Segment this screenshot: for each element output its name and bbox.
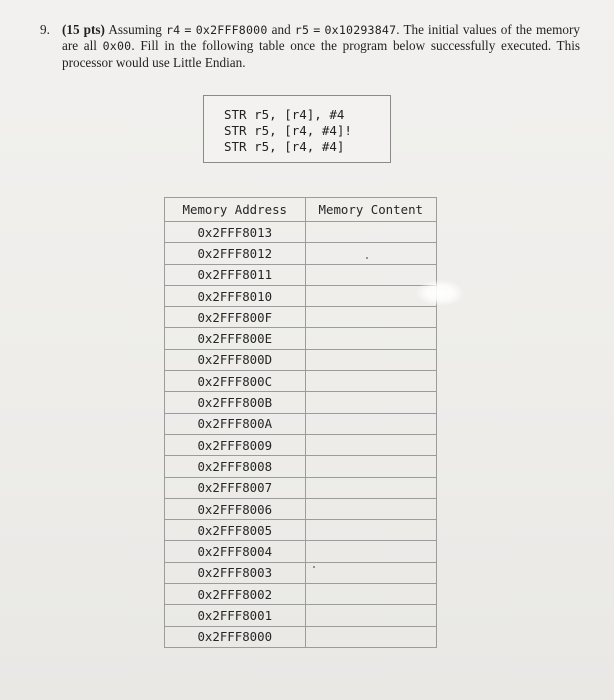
question-text-1: Assuming (108, 22, 162, 37)
memory-address-cell: 0x2FFF8010 (165, 285, 306, 306)
memory-content-cell[interactable] (305, 328, 436, 349)
equals-sign-1: = (184, 23, 192, 37)
table-row (165, 285, 437, 306)
table-row (165, 520, 437, 541)
table-row (165, 477, 437, 498)
memory-content-cell[interactable] (305, 498, 436, 519)
header-memory-content: Memory Content (305, 198, 436, 222)
memory-content-cell[interactable] (305, 626, 436, 647)
memory-content-cell[interactable] (305, 456, 436, 477)
question-text-2: . The initial values of the memory are all (62, 22, 580, 54)
memory-content-cell[interactable] (305, 605, 436, 626)
code-line-3: STR r5, [r4, #4] (224, 139, 345, 154)
memory-address-cell: 0x2FFF8011 (165, 264, 306, 285)
table-row (165, 392, 437, 413)
memory-address-cell: 0x2FFF8005 (165, 520, 306, 541)
code-line-1: STR r5, [r4], #4 (224, 107, 345, 122)
table-row (165, 626, 437, 647)
question-body (62, 22, 580, 71)
question-text-3: . Fill in the following table once the program below successfully executed. This processor would use Little Endian. (62, 38, 580, 70)
table-row (165, 456, 437, 477)
memory-content-cell[interactable] (305, 392, 436, 413)
memory-content-cell[interactable] (305, 520, 436, 541)
memory-content-cell[interactable] (305, 349, 436, 370)
table-row (165, 434, 437, 455)
table-row (165, 243, 437, 264)
memory-address-cell: 0x2FFF800C (165, 371, 306, 392)
memory-address-cell: 0x2FFF8003 (165, 562, 306, 583)
memory-content-cell[interactable] (305, 222, 436, 243)
memory-address-cell: 0x2FFF8013 (165, 222, 306, 243)
memory-address-cell: 0x2FFF8012 (165, 243, 306, 264)
table-header-row (165, 198, 437, 222)
light-glare (416, 280, 464, 306)
memory-content-cell[interactable] (305, 477, 436, 498)
dust-speck (313, 566, 315, 568)
value-r5: 0x10293847 (324, 23, 397, 37)
table-row (165, 605, 437, 626)
memory-content-cell[interactable] (305, 307, 436, 328)
memory-address-cell: 0x2FFF8000 (165, 626, 306, 647)
memory-address-cell: 0x2FFF8006 (165, 498, 306, 519)
register-r4: r4 (165, 23, 181, 37)
memory-address-cell: 0x2FFF8009 (165, 434, 306, 455)
table-row (165, 328, 437, 349)
table-row (165, 541, 437, 562)
question-number: 9. (40, 22, 50, 37)
memory-address-cell: 0x2FFF8007 (165, 477, 306, 498)
memory-content-cell[interactable] (305, 584, 436, 605)
memory-table (164, 197, 437, 648)
question-text (40, 22, 580, 71)
memory-content-cell[interactable] (305, 562, 436, 583)
memory-content-cell[interactable] (305, 434, 436, 455)
memory-address-cell: 0x2FFF8001 (165, 605, 306, 626)
memory-content-cell[interactable] (305, 264, 436, 285)
memory-address-cell: 0x2FFF800F (165, 307, 306, 328)
memory-address-cell: 0x2FFF800E (165, 328, 306, 349)
memory-address-cell: 0x2FFF8002 (165, 584, 306, 605)
table-row (165, 264, 437, 285)
question-and: and (271, 22, 291, 37)
memory-address-cell: 0x2FFF800B (165, 392, 306, 413)
table-row (165, 222, 437, 243)
memory-content-cell[interactable] (305, 243, 436, 264)
code-line-2: STR r5, [r4, #4]! (224, 123, 352, 138)
table-row (165, 498, 437, 519)
value-r4: 0x2FFF8000 (195, 23, 268, 37)
memory-content-cell[interactable] (305, 371, 436, 392)
table-row (165, 307, 437, 328)
memory-address-cell: 0x2FFF8004 (165, 541, 306, 562)
initial-value: 0x00 (102, 39, 132, 54)
table-row (165, 562, 437, 583)
table-row (165, 584, 437, 605)
memory-content-cell[interactable] (305, 541, 436, 562)
memory-address-cell: 0x2FFF800D (165, 349, 306, 370)
memory-address-cell: 0x2FFF8008 (165, 456, 306, 477)
register-r5: r5 (294, 23, 310, 37)
equals-sign-2: = (313, 23, 321, 37)
table-row (165, 349, 437, 370)
dust-speck (366, 257, 368, 259)
table-row (165, 371, 437, 392)
code-block (203, 95, 391, 163)
memory-content-cell[interactable] (305, 413, 436, 434)
memory-address-cell: 0x2FFF800A (165, 413, 306, 434)
table-row (165, 413, 437, 434)
question-points: (15 pts) (62, 22, 105, 37)
header-memory-address: Memory Address (165, 198, 306, 222)
